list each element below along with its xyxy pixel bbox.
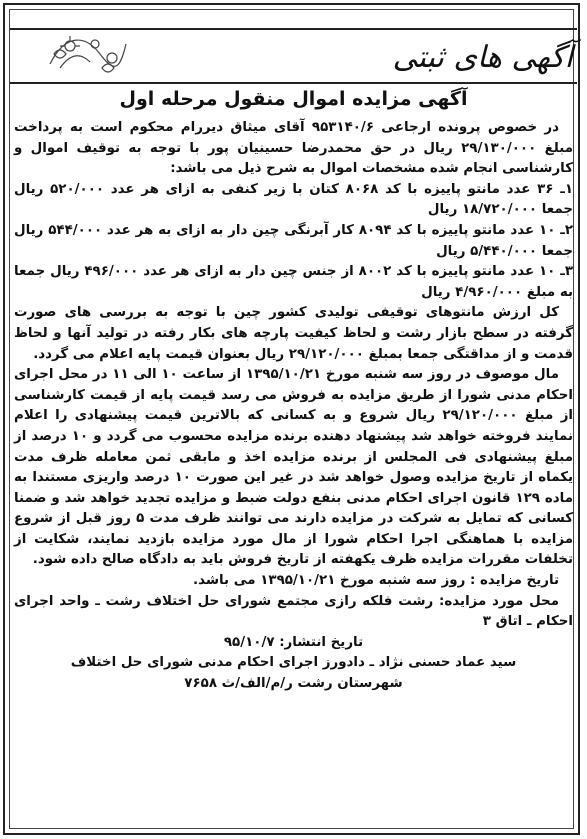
valuation-paragraph: کل ارزش مانتوهای توقیفی تولیدی کشور چین با توجه به بررسی های صورت گرفته در سطح بازار رشت و لحاظ کیفیت پارچه های بکار رفته در تولید آنها و لحاظ قدمت و از مداقتگی جمعا بمبلغ ۲۹/۱۲۰/۰۰۰ ریال بعنوان قیمت پایه اعلام می گردد. <box>14 305 573 362</box>
intro-paragraph: در خصوص پرونده ارجاعی ۹۵۳۱۴۰/۶ آقای میثاق دیررام محکوم است به پرداخت مبلغ ۲۹/۱۳۰/۰۰۰ ریال در حق محمدرضا حسینیان پور با توجه به توقیف اموال و کارشناسی انجام شده مشخصات اموال به شرح ذیل می باشد: <box>14 120 573 177</box>
notice-body <box>14 118 573 695</box>
auction-place: محل مورد مزایده: رشت فلکه رازی مجتمع شورای حل اختلاف رشت ـ واحد اجرای احکام ـ اتاق ۳ <box>14 593 573 630</box>
item-3: ۳ـ ۱۰ عدد مانتو پاییزه با کد ۸۰۰۲ از جنس چین دار به ازای هر عدد ۴۹۶/۰۰۰ ریال جمعا به مبلغ ۴/۹۶۰/۰۰۰ ریال <box>14 264 573 300</box>
publish-date: تاریخ انتشار: ۹۵/۱۰/۷ <box>223 634 364 650</box>
notice-title: آگهی مزایده اموال منقول مرحله اول <box>119 88 468 110</box>
signature-line-1: سید عماد حسنی نژاد ـ دادورز اجرای احکام مدنی شورای حل اختلاف <box>70 655 517 671</box>
terms-paragraph: مال موصوف در روز سه شنبه مورخ ۱۳۹۵/۱۰/۲۱ از ساعت ۱۰ الی ۱۱ در محل اجرای احکام مدنی شورا از طریق مزایده به فروش می رسد قیمت پایه از قیمت کارشناسی از مبلغ ۲۹/۱۲۰/۰۰۰ ریال شروع و به کسانی که بالاترین قیمت پیشنهادی را اعلام نمایند فروخته خواهد شد پیشنهاد دهنده برنده مزایده محسوب می گردد و ۱۰ درصد از مبلغ پیشنهادی فی المجلس از برنده مزایده اخذ و مابقی ثمن معامله ظرف مدت یکماه از تاریخ مزایده وصول خواهد شد در غیر این صورت ۱۰ درصد واریزی مستندا به ماده ۱۲۹ قانون اجرای احکام مدنی بنفع دولت ضبط و مزایده تجدید خواهد شد و ضمنا کسانی که تمایل به شرکت در مزایده دارند می توانند ظرف مدت ۵ روز قبل از شروع مزایده با هماهنگی اجرا احکام شورا از مال مورد مزایده بازدید نمایند، شکایت از تخلفات مقررات مزایده ظرف یکهفته از تاریخ فروش باید به دادگاه صالح داده شود. <box>14 367 574 568</box>
item-2: ۲ـ ۱۰ عدد مانتو پاییزه با کد ۸۰۹۴ کار آبرنگی چین دار به ازای به هر عدد ۵۴۴/۰۰۰ ریال جمعا ۵/۴۴۰/۰۰۰ ریال <box>14 222 574 259</box>
auction-date: تاریخ مزایده : روز سه شنبه مورخ ۱۳۹۵/۱۰/۲۱ می باشد. <box>193 573 559 589</box>
section-header-title: آگهی های ثبتی <box>392 40 573 75</box>
floral-ornament-icon <box>40 24 130 80</box>
item-1: ۱ـ ۳۶ عدد مانتو پاییزه با کد ۸۰۶۸ کتان با زیر کنفی به ازای هر عدد ۵۲۰/۰۰۰ ریال جمعا ۱۸/۷۲۰/۰۰۰ ریال <box>14 181 573 218</box>
signature-line-2: شهرستان رشت ر/م/الف/ث ۷۶۵۸ <box>184 676 403 692</box>
